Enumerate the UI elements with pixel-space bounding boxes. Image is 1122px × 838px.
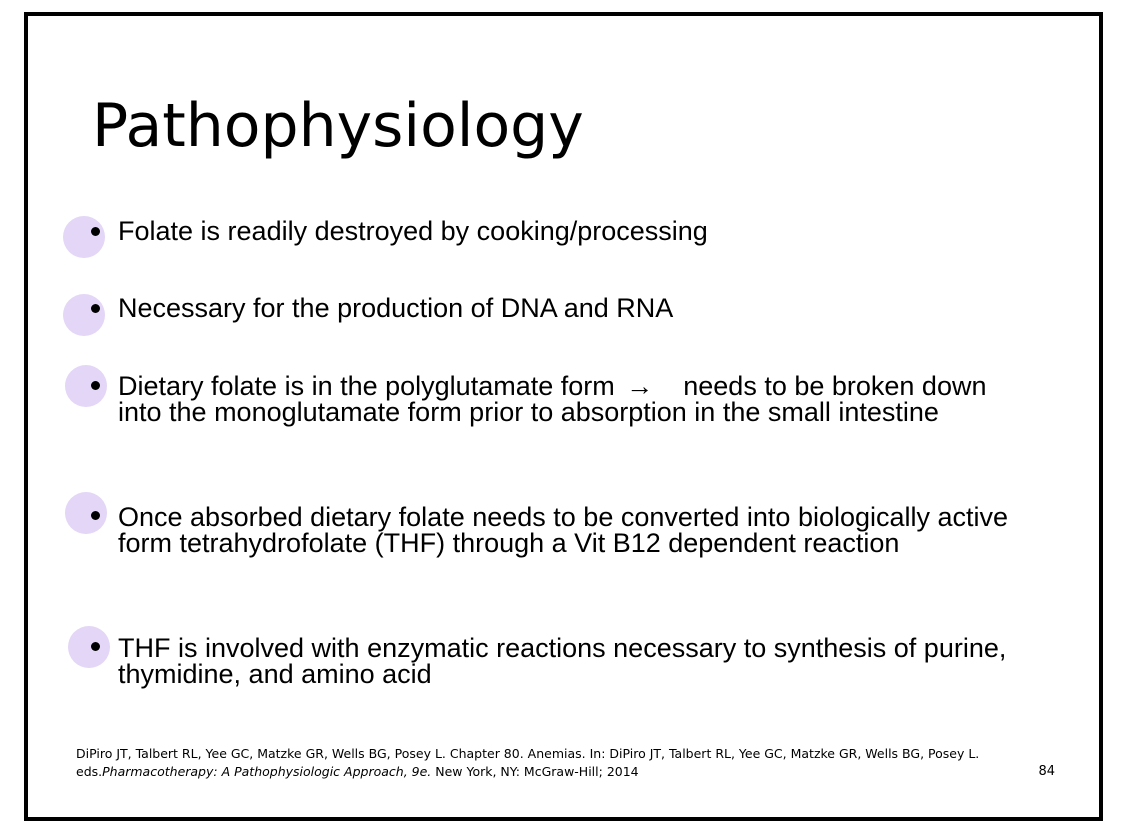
bullet-text-part: needs to be broken down into the monoglutamate form prior to absorption in the small intestine bbox=[118, 371, 987, 427]
bullet-circle-decoration bbox=[63, 294, 105, 336]
citation-publisher: New York, NY: McGraw-Hill; 2014 bbox=[431, 764, 639, 779]
bullet-dot-icon bbox=[91, 227, 100, 236]
bullet-dot-icon bbox=[91, 304, 100, 313]
bullet-text: Folate is readily destroyed by cooking/processing bbox=[118, 216, 708, 246]
slide-title: Pathophysiology bbox=[92, 91, 584, 161]
slide bbox=[24, 12, 1103, 821]
bullet-circle-decoration bbox=[65, 492, 107, 534]
bullet-dot-icon bbox=[91, 511, 100, 520]
bullet-text: THF is involved with enzymatic reactions necessary to synthesis of purine, thymidine, and amino acid bbox=[118, 633, 1007, 689]
page-number: 84 bbox=[1038, 764, 1055, 779]
bullet-text bbox=[118, 373, 1028, 425]
bullet-list bbox=[28, 16, 1099, 817]
bullet-text: Once absorbed dietary folate needs to be converted into biologically active form tetrahydrofolate (THF) through a Vit B12 dependent reaction bbox=[118, 502, 1009, 558]
bullet-dot-icon bbox=[91, 642, 100, 651]
citation-authors: DiPiro JT, Talbert RL, Yee GC, Matzke GR, Wells BG, Posey L. Chapter 80. Anemias. In: DiPiro JT, Talbert RL, Yee GC, Matzke GR, Wells BG, Posey L. eds. bbox=[76, 746, 980, 779]
bullet-text: Necessary for the production of DNA and RNA bbox=[118, 293, 674, 323]
arrow-right-icon: → bbox=[626, 371, 654, 401]
bullet-circle-decoration bbox=[63, 216, 105, 258]
bullet-circle-decoration bbox=[65, 365, 107, 407]
citation-book-title: Pharmacotherapy: A Pathophysiologic Approach, 9e. bbox=[102, 764, 432, 779]
bullet-dot-icon bbox=[91, 381, 100, 390]
bullet-text-part: Dietary folate is in the polyglutamate form bbox=[118, 371, 615, 401]
citation bbox=[76, 745, 1056, 781]
bullet-circle-decoration bbox=[68, 626, 110, 668]
